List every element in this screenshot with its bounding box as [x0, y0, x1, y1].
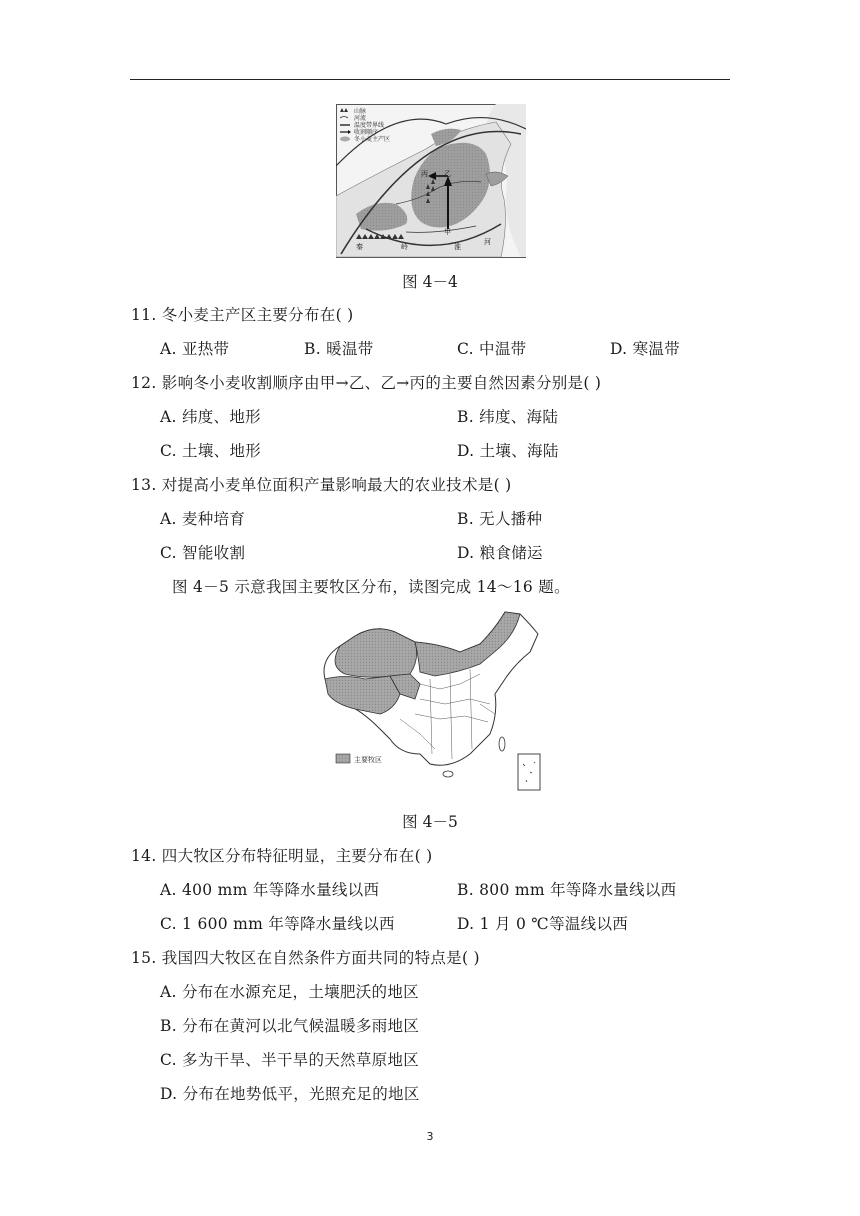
q12-option-c: C. 土壤、地形 — [160, 442, 262, 460]
map-label-huai: 淮 — [454, 243, 461, 251]
q14-option-b: B. 800 mm 年等降水量线以西 — [457, 881, 677, 899]
q13-option-a: A. 麦种培育 — [160, 510, 246, 528]
q14-option-c: C. 1 600 mm 年等降水量线以西 — [160, 915, 395, 933]
q15-option-a: A. 分布在水源充足，土壤肥沃的地区 — [160, 983, 419, 1001]
q14-option-d: D. 1 月 0 ℃等温线以西 — [457, 915, 629, 933]
q13-option-c: C. 智能收割 — [160, 544, 246, 562]
q13-option-d: D. 粮食储运 — [457, 544, 543, 562]
map-label-qin: 秦 — [356, 243, 363, 251]
q11-option-d: D. 寒温带 — [610, 340, 681, 358]
figure-4-4-map — [336, 104, 526, 258]
q11-option-b: B. 暖温带 — [304, 340, 374, 358]
q13-option-b: B. 无人播种 — [457, 510, 543, 528]
figure-4-4-caption: 图 4－4 — [402, 273, 458, 291]
map-label-he: 河 — [484, 238, 491, 246]
map-label-jia: 甲 — [444, 228, 451, 236]
figure-4-5-map — [320, 604, 545, 796]
q12-option-b: B. 纬度、海陆 — [457, 408, 559, 426]
header-rule — [130, 79, 730, 80]
q14-option-a: A. 400 mm 年等降水量线以西 — [160, 881, 380, 899]
pasture-xinjiang — [335, 629, 417, 677]
q12-option-a: A. 纬度、地形 — [160, 408, 261, 426]
figure-4-5-caption: 图 4－5 — [402, 813, 458, 831]
q15-option-d: D. 分布在地势低平，光照充足的地区 — [160, 1085, 420, 1103]
question-13-stem: 13. 对提高小麦单位面积产量影响最大的农业技术是( ) — [131, 476, 512, 494]
map-label-bing: 丙 — [421, 170, 428, 178]
legend-mountain: 山脉 — [354, 108, 367, 115]
legend-river: 河流 — [354, 115, 367, 122]
pasture-tibet — [325, 676, 400, 714]
pasture-legend-label: 主要牧区 — [354, 756, 382, 764]
legend-boundary: 温度带界线 — [354, 122, 385, 129]
q15-option-c: C. 多为干旱、半干旱的天然草原地区 — [160, 1051, 420, 1069]
figure-4-5-intro: 图 4－5 示意我国主要牧区分布，读图完成 14～16 题。 — [172, 578, 570, 596]
q11-option-a: A. 亚热带 — [160, 340, 230, 358]
q11-option-c: C. 中温带 — [457, 340, 527, 358]
question-12-stem: 12. 影响冬小麦收割顺序由甲→乙、乙→丙的主要自然因素分别是( ) — [131, 374, 602, 392]
question-14-stem: 14. 四大牧区分布特征明显，主要分布在( ) — [131, 847, 433, 865]
q15-option-b: B. 分布在黄河以北气候温暖多雨地区 — [160, 1017, 420, 1035]
question-11-stem: 11. 冬小麦主产区主要分布在( ) — [131, 306, 354, 324]
legend-wheat: 冬小麦主产区 — [354, 136, 391, 143]
pasture-legend-swatch — [336, 754, 350, 763]
legend-harvest: 收割顺序 — [354, 129, 379, 136]
map-label-ling: 岭 — [401, 243, 408, 251]
map-label-yi: 乙 — [444, 170, 451, 178]
q12-option-d: D. 土壤、海陆 — [457, 442, 559, 460]
question-15-stem: 15. 我国四大牧区在自然条件方面共同的特点是( ) — [131, 949, 480, 967]
south-china-sea-inset — [518, 754, 540, 790]
page-number: 3 — [426, 1130, 434, 1143]
